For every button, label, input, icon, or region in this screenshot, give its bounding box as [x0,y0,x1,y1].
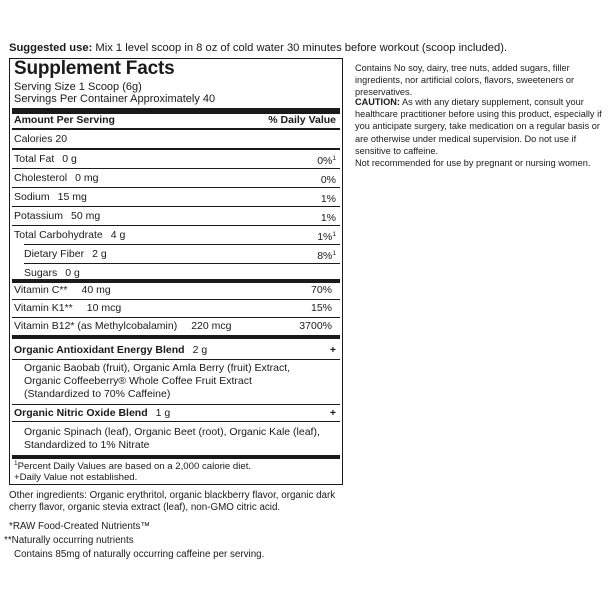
blend2-line: Organic Spinach (leaf), Organic Beet (root), Organic Kale (leaf), [24,426,320,438]
nutrient-dv-value: 8% [317,250,333,262]
serving-size: Serving Size 1 Scoop (6g) [14,81,142,93]
nutrient-row [14,228,338,242]
nutrient-name: Sugars [24,267,58,279]
footnote-mark: 1 [14,460,18,467]
nutrient-name: Cholesterol [14,172,68,184]
pregnancy-warning: Not recommended for use by pregnant or nursing women. [355,158,591,169]
suggested-use [9,42,507,54]
nutrient-dv-mark: 1 [332,155,336,162]
blend2-dv: + [329,407,336,419]
blend2-amount: 1 g [155,407,171,419]
raw-note: *RAW Food-Created Nutrients™ [9,521,151,532]
vitamin-row [14,283,338,297]
blend-divider [12,335,340,339]
blend2-divider-top [12,404,340,405]
header-amount: Amount Per Serving [14,114,115,126]
nutrient-dv-value: 1% [317,231,333,243]
caution-text: As with any dietary supplement, consult your healthcare practitioner before using this product, especially if you anticipate surgery, take medication on a regular basis or are otherwise under medical supervision. Do not use if sensitive to caffeine. [355,97,602,156]
blend1-dv: + [329,344,336,356]
blend2-line: Standardized to 1% Nitrate [24,439,150,451]
nutrient-dv-value: 1% [320,212,336,224]
header-daily-value: % Daily Value [268,114,336,126]
blend2-name: Organic Nitric Oxide Blend [14,407,148,419]
vitamin-dv: 15% [310,302,332,314]
nutrient-name: Potassium [14,210,64,222]
nutrient-amount: 50 mg [71,210,101,222]
calories-row [14,132,338,146]
nutrient-name: Dietary Fiber [24,248,85,260]
blend1-ingredients [24,362,290,401]
nutrient-amount: 2 g [92,248,107,260]
row-divider [12,168,340,169]
nutrient-amount: 0 g [62,153,77,165]
blend1-line: Organic Baobab (fruit), Organic Amla Berry (fruit) Extract, [24,362,291,374]
footnote-divider [12,455,340,459]
blend1-name: Organic Antioxidant Energy Blend [14,344,185,356]
servings-per-container: Servings Per Container Approximately 40 [14,93,216,105]
nutrient-dv [317,228,336,244]
suggested-use-text: Mix 1 level scoop in 8 oz of cold water 30 minutes before workout (scoop included). [92,42,508,54]
nutrient-dv [321,190,336,206]
vitamin-row [14,301,338,315]
footnote-dv-text: Percent Daily Values are based on a 2,000 calorie diet. [17,461,252,472]
contains-statement: Contains No soy, dairy, tree nuts, added sugars, filler ingredients, nor artificial colors, flavors, sweeteners or preservatives. [355,63,575,98]
vitamin-amount: 220 mcg [191,320,232,332]
nutrient-amount: 0 g [65,267,80,279]
nutrient-amount: 0 mg [75,172,99,184]
vitamin-amount: 40 mg [81,284,111,296]
nutrient-amount: 15 mg [57,191,87,203]
nutrient-dv-value: 0% [317,155,333,167]
vitamin-amount: 10 mcg [86,302,122,314]
blend1-amount: 2 g [192,344,208,356]
blend1-row [14,343,338,357]
nutrient-name: Total Fat [14,153,55,165]
blend1-line: (Standardized to 70% Caffeine) [24,388,171,400]
row-divider [12,317,340,318]
vitamin-dv: 3700% [299,320,332,332]
other-ingredients: Other ingredients: Organic erythritol, organic blackberry flavor, organic dark cherry flavor, organic stevia extract (leaf), non-GMO citric acid. [9,490,336,513]
blend1-line: Organic Coffeeberry® Whole Coffee Fruit Extract [24,375,252,387]
nutrient-row [14,152,338,166]
caution-statement [355,96,605,169]
nutrient-dv [321,209,336,225]
header-divider [12,128,340,130]
natural-note: **Naturally occurring nutrients [4,535,134,546]
supplement-facts-panel [9,58,343,485]
facts-title: Supplement Facts [14,58,175,79]
calories-divider [12,148,340,150]
nutrient-dv-value: 0% [320,174,336,186]
blend2-divider [12,421,340,422]
nutrient-dv-mark: 1 [332,231,336,238]
suggested-use-label: Suggested use: [9,42,93,54]
nutrient-amount: 4 g [110,229,126,241]
blend1-divider [12,359,340,360]
row-divider [12,299,340,300]
vitamin-dv: 70% [310,284,332,296]
blend2-ingredients [24,426,320,452]
nutrient-name: Sodium [14,191,50,203]
vitamin-name: Vitamin C** [14,284,68,296]
footnote-not-established: +Daily Value not established. [14,472,138,483]
row-divider [24,244,340,245]
nutrient-dv-mark: 1 [332,250,336,257]
vitamin-name: Vitamin B12* (as Methylcobalamin) [14,320,178,332]
caution-label: CAUTION: [355,97,400,107]
nutrient-row [14,266,338,280]
nutrient-row [14,171,338,185]
nutrient-dv [321,171,336,187]
blend2-row [14,406,338,420]
nutrient-dv [317,247,336,263]
nutrient-row [14,190,338,204]
caffeine-note: Contains 85mg of naturally occurring caffeine per serving. [14,549,265,560]
row-divider [12,206,340,207]
row-divider [12,187,340,188]
vitamin-name: Vitamin K1** [14,302,73,314]
row-divider [12,225,340,226]
header-row [14,113,338,127]
row-divider [24,263,340,264]
nutrient-dv [317,152,336,168]
calories: Calories 20 [14,133,68,145]
nutrient-row [14,247,338,261]
vitamin-row [14,319,338,333]
nutrient-name: Total Carbohydrate [14,229,103,241]
nutrient-dv-value: 1% [320,193,336,205]
nutrient-row [14,209,338,223]
footnote-dv [14,460,251,472]
